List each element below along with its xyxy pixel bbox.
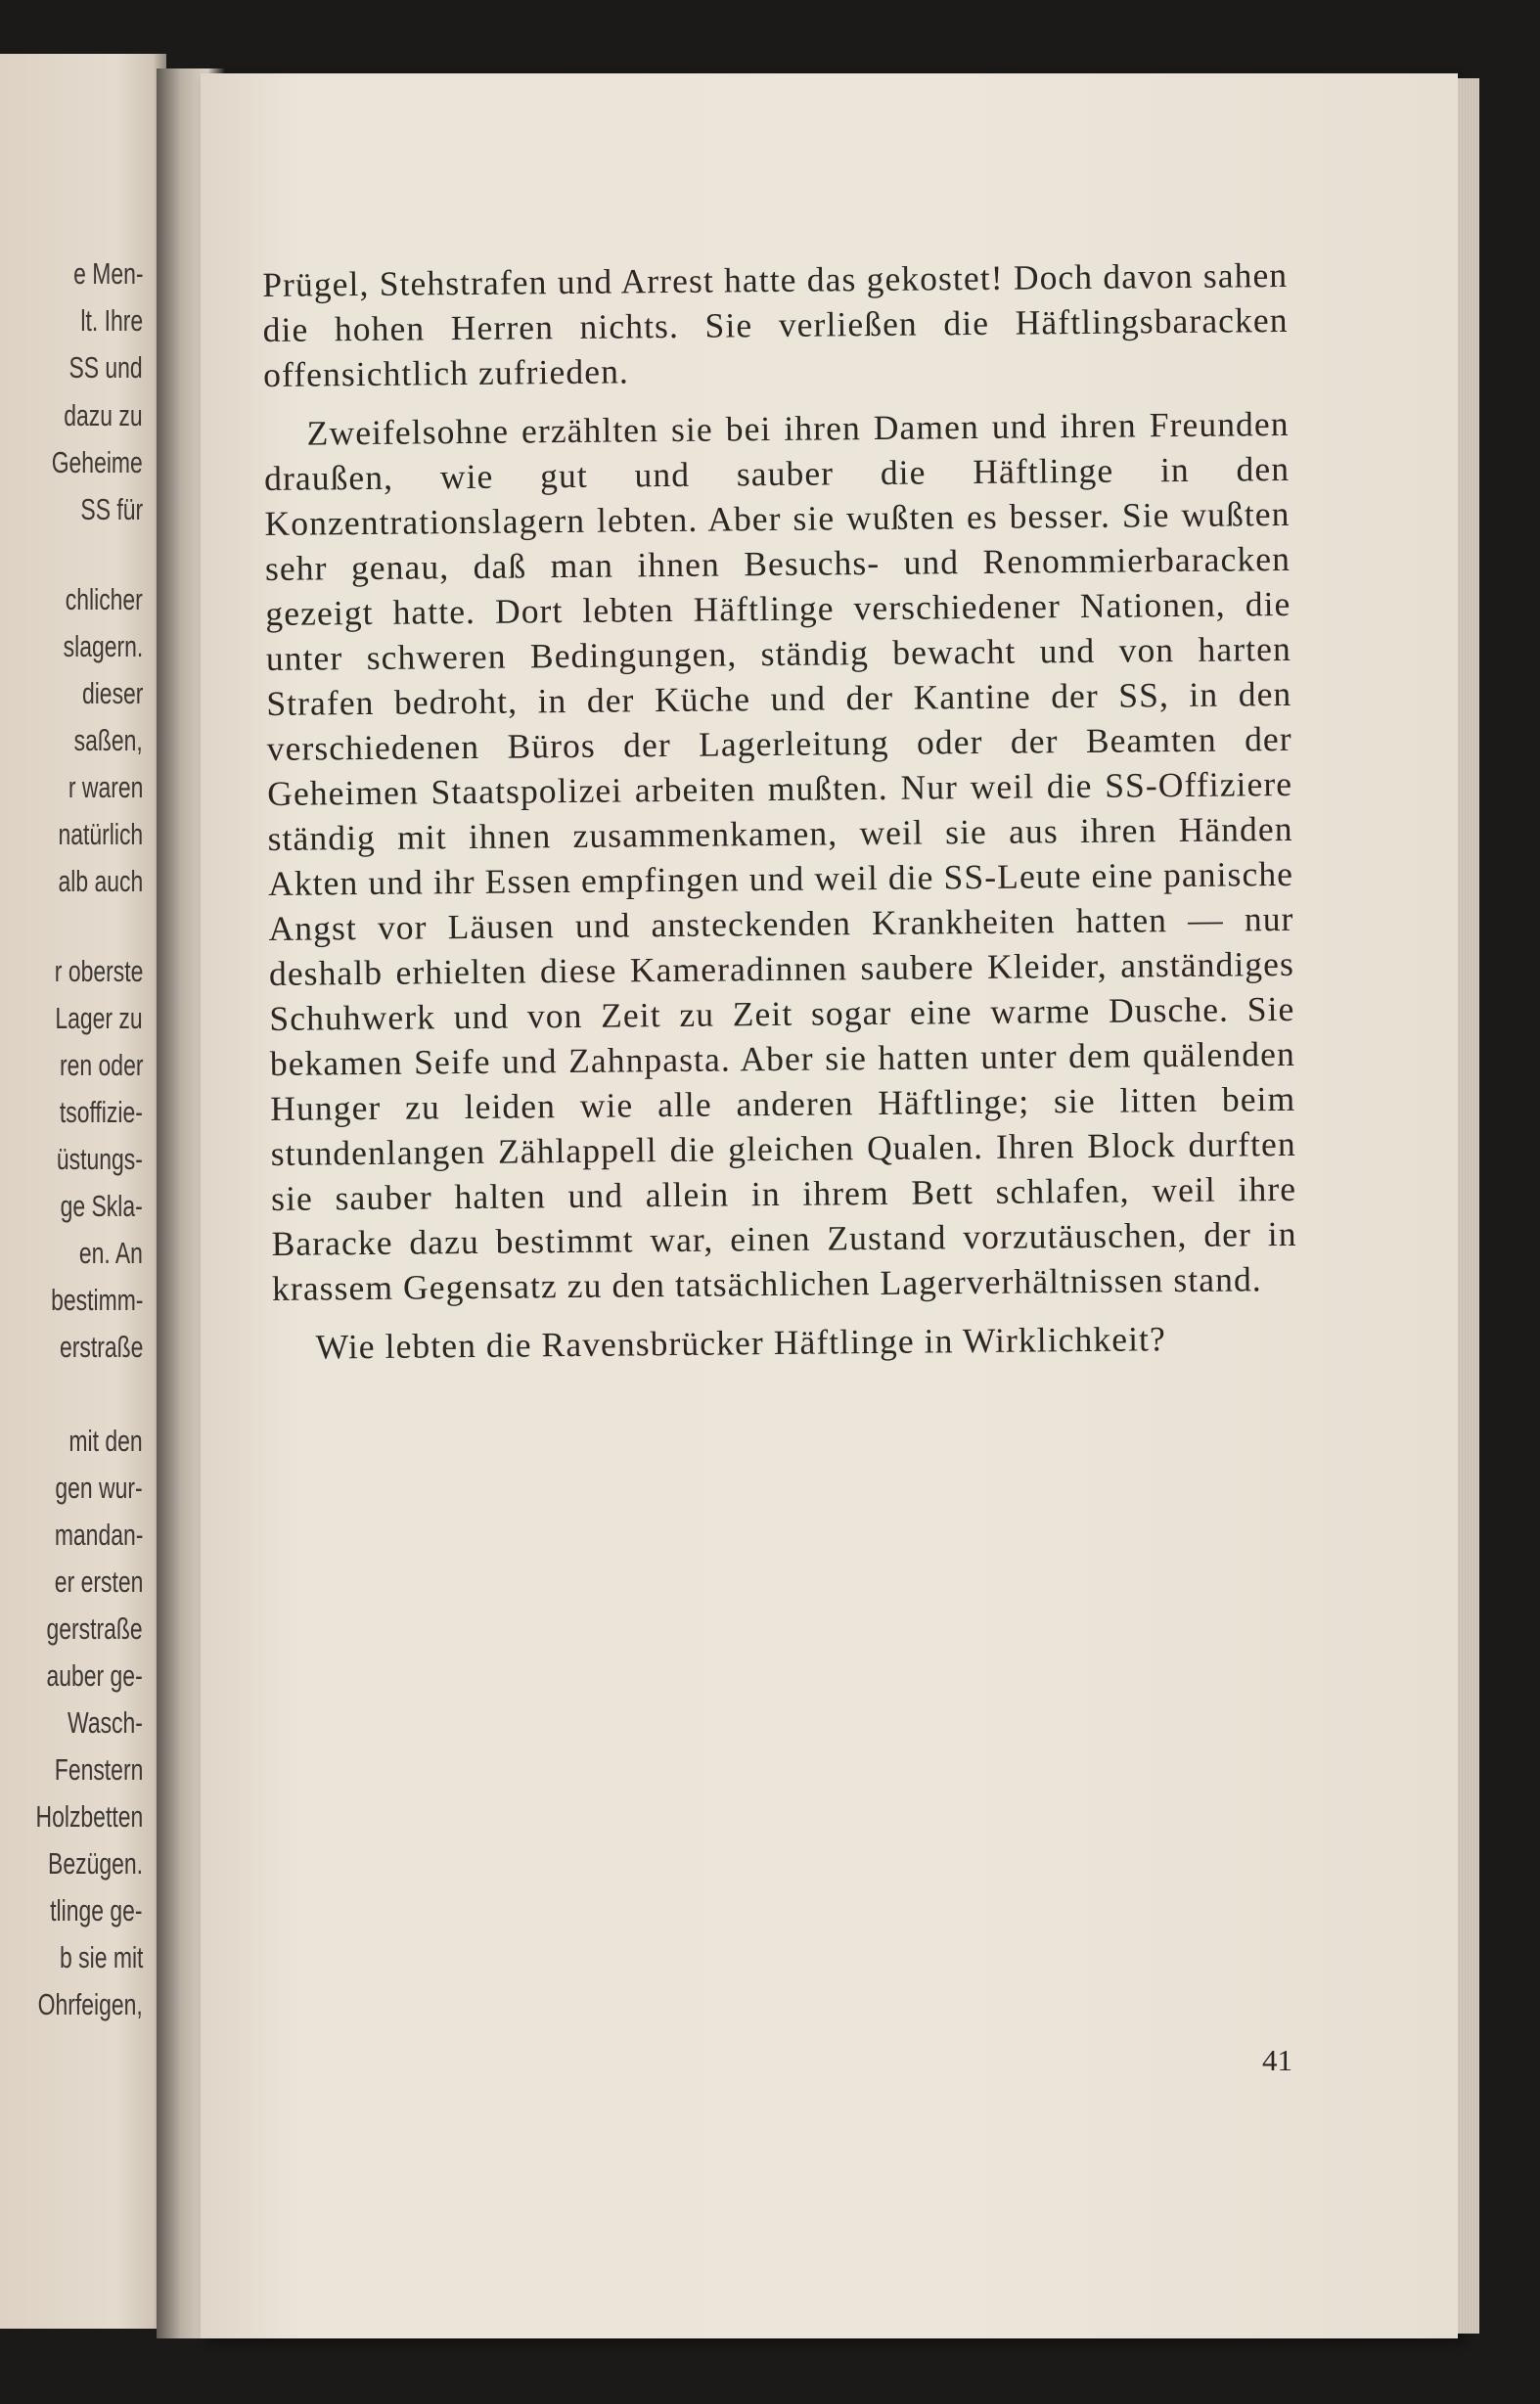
previous-page-line: natürlich	[58, 817, 143, 851]
previous-page-line: Fenstern	[54, 1752, 143, 1787]
paragraph: Wie lebten die Ravensbrücker Häftlinge in Wirklichkeit?	[315, 1319, 1167, 1367]
previous-page-line: e Men-	[72, 256, 143, 291]
previous-page-line: en. An	[78, 1236, 143, 1270]
previous-page-line: tsoffizie-	[60, 1095, 143, 1129]
previous-page-line: SS für	[80, 492, 143, 526]
previous-page-line: dazu zu	[64, 398, 143, 432]
previous-page-line: Bezügen.	[48, 1846, 143, 1881]
previous-page-line: Wasch-	[68, 1705, 143, 1740]
previous-page-line: Geheime	[51, 445, 143, 479]
previous-page-line: saßen,	[73, 723, 143, 757]
previous-page-line: tlinge ge-	[50, 1893, 143, 1928]
previous-page-line: gerstraße	[46, 1611, 143, 1646]
paragraph: Prügel, Stehstrafen und Arrest hatte das gekostet! Doch davon sahen die hohen Herren nichts. Sie verließen die Häftlingsbaracken offensichtlich zufrieden.	[262, 254, 1289, 394]
previous-page-line: mandan-	[54, 1518, 143, 1552]
previous-page-line: Holzbetten	[35, 1799, 143, 1834]
previous-page-line: r waren	[68, 770, 143, 804]
previous-page-line: ren oder	[59, 1048, 143, 1082]
previous-page-line: mit den	[68, 1424, 143, 1458]
page-number: 41	[1262, 2043, 1292, 2077]
previous-page-line: ge Skla-	[60, 1189, 143, 1223]
previous-page-line: gen wur-	[55, 1471, 143, 1505]
previous-page-line: üstungs-	[57, 1142, 143, 1176]
previous-page	[0, 54, 166, 2329]
previous-page-line: auber ge-	[46, 1658, 143, 1693]
previous-page-line: alb auch	[58, 864, 143, 898]
previous-page-line: r oberste	[54, 954, 143, 988]
previous-page-line: dieser	[81, 676, 143, 710]
previous-page-line: b sie mit	[59, 1940, 143, 1974]
previous-page-line: chlicher	[65, 582, 143, 616]
paragraph: Zweifelsohne erzählten sie bei ihren Damen und ihren Freunden draußen, wie gut und sauber die Häftlinge in den Konzentrationslagern lebten. Aber sie wußten es besser. Sie wußten sehr genau, daß man ihnen Besuchs- und Renommierbaracken gezeigt hatte. Dort lebten Häftlinge verschiedener Nationen, die unter schweren Bedingungen, ständig bewacht und von harten Strafen bedroht, in der Küche und der Kantine der SS, in den verschiedenen Büros der Lagerleitung oder der Beamten der Geheimen Staatspolizei arbeiten mußten. Nur weil die SS-Offiziere ständig mit ihnen zusammenkamen, weil sie aus ihren Händen Akten und ihr Essen empfingen und weil die SS-Leute eine panische Angst vor Läusen und ansteckenden Krankheiten hatten — nur deshalb erhielten diese Kameradinnen saubere Kleider, anständiges Schuhwerk und von Zeit zu Zeit sogar eine warme Dusche. Sie bekamen Seife und Zahnpasta. Aber sie hatten unter dem quälenden Hunger zu leiden wie alle anderen Häftlinge; sie litten beim stundenlangen Zählappell die gleichen Qualen. Ihren Block durften sie sauber halten und allein in ihrem Bett schlafen, weil ihre Baracke dazu bestimmt war, einen Zustand vorzutäuschen, der in krassem Gegensatz zu den tatsächlichen Lagerverhältnissen stand.	[263, 403, 1297, 1308]
previous-page-line: Ohrfeigen,	[37, 1987, 143, 2021]
previous-page-line: Lager zu	[55, 1001, 143, 1035]
previous-page-line: lt. Ihre	[80, 303, 143, 338]
body-text	[262, 252, 1298, 1383]
previous-page-line: erstraße	[59, 1330, 143, 1364]
previous-page-line: er ersten	[54, 1565, 143, 1599]
previous-page-line: slagern.	[63, 629, 143, 663]
previous-page-line: SS und	[68, 350, 143, 385]
previous-page-line: bestimm-	[50, 1283, 143, 1317]
page-edges	[1458, 78, 1479, 2334]
